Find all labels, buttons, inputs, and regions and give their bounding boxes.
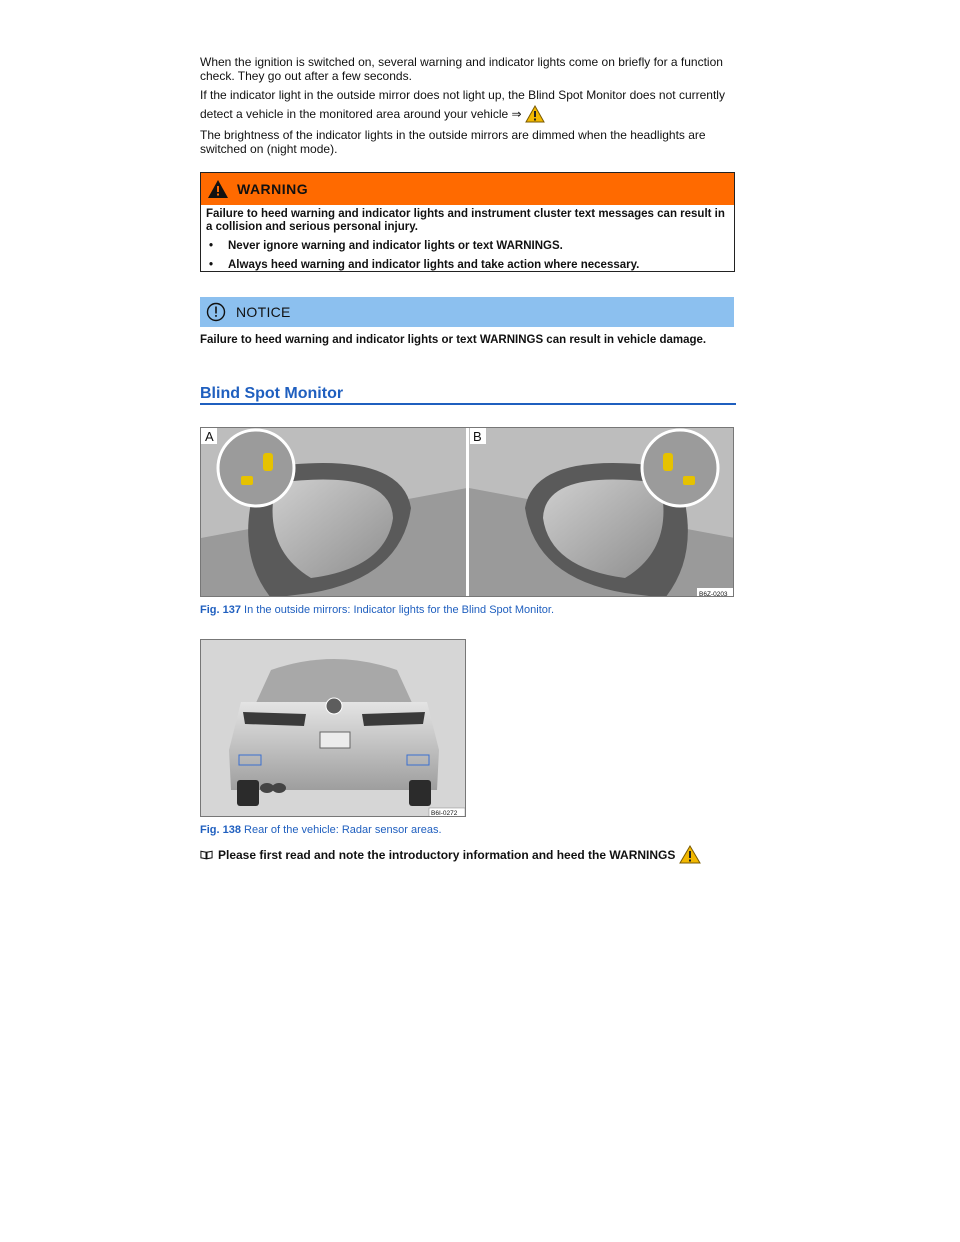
figure-138-image — [200, 639, 466, 817]
warning-bullet — [206, 240, 729, 253]
read-note — [200, 845, 701, 864]
figure-138-number: Fig. 138 — [200, 824, 241, 836]
notice-text: Failure to heed warning and indicator lights or text WARNINGS can result in vehicle damage. — [200, 334, 707, 346]
warning-header — [201, 173, 734, 205]
figure-138-text: Rear of the vehicle: Radar sensor areas. — [244, 824, 442, 836]
warning-bullet — [206, 259, 729, 272]
mirror-illustration — [201, 428, 734, 597]
warning-triangle-icon[interactable] — [679, 845, 701, 864]
read-note-text: Please first read and note the introductory information and heed the WARNINGS — [218, 847, 676, 862]
section-title: Blind Spot Monitor — [200, 385, 736, 405]
warning-title: WARNING — [237, 181, 309, 197]
exclamation-circle-icon — [206, 302, 226, 322]
figure-138-caption — [200, 824, 442, 836]
figure-code: B6I-0272 — [431, 810, 458, 817]
intro-paragraph-1: When the ignition is switched on, several warning and indicator lights come on briefly for a function check. They go out after a few seconds. — [200, 55, 723, 83]
notice-header — [200, 297, 734, 327]
warning-bullet-text: Always heed warning and indicator lights and take action where necessary. — [228, 259, 640, 271]
warning-bullet-text: Never ignore warning and indicator lights or text WARNINGS. — [228, 240, 563, 252]
figure-137-image — [200, 427, 734, 597]
bullet-dot: • — [209, 259, 214, 271]
figure-137-caption — [200, 604, 554, 616]
figure-code: B6Z-0203 — [699, 591, 728, 597]
warning-triangle-icon — [207, 179, 229, 199]
figure-137-number: Fig. 137 — [200, 604, 241, 616]
figure-label-b: B — [473, 429, 482, 444]
warning-triangle-icon[interactable] — [525, 105, 545, 123]
car-rear-illustration — [201, 640, 466, 817]
notice-title: NOTICE — [236, 304, 291, 320]
warning-lead: Failure to heed warning and indicator lights and instrument cluster text messages can result in a collision and serious personal injury. — [206, 208, 725, 233]
warning-box — [200, 172, 735, 272]
intro-paragraph-3: The brightness of the indicator lights in the outside mirrors are dimmed when the headlights are switched on (night mode). — [200, 128, 706, 156]
book-icon — [200, 850, 213, 860]
intro-paragraph-2-text: detect a vehicle in the monitored area around your vehicle ⇒ — [200, 107, 522, 121]
figure-137-text: In the outside mirrors: Indicator lights for the Blind Spot Monitor. — [244, 604, 555, 616]
intro-paragraph-2-line1: If the indicator light in the outside mirror does not light up, the Blind Spot Monitor does not currently — [200, 88, 725, 102]
intro-paragraph-2-line2 — [200, 105, 736, 123]
warning-body — [201, 205, 734, 275]
bullet-dot: • — [209, 240, 214, 252]
figure-label-a: A — [205, 429, 214, 444]
